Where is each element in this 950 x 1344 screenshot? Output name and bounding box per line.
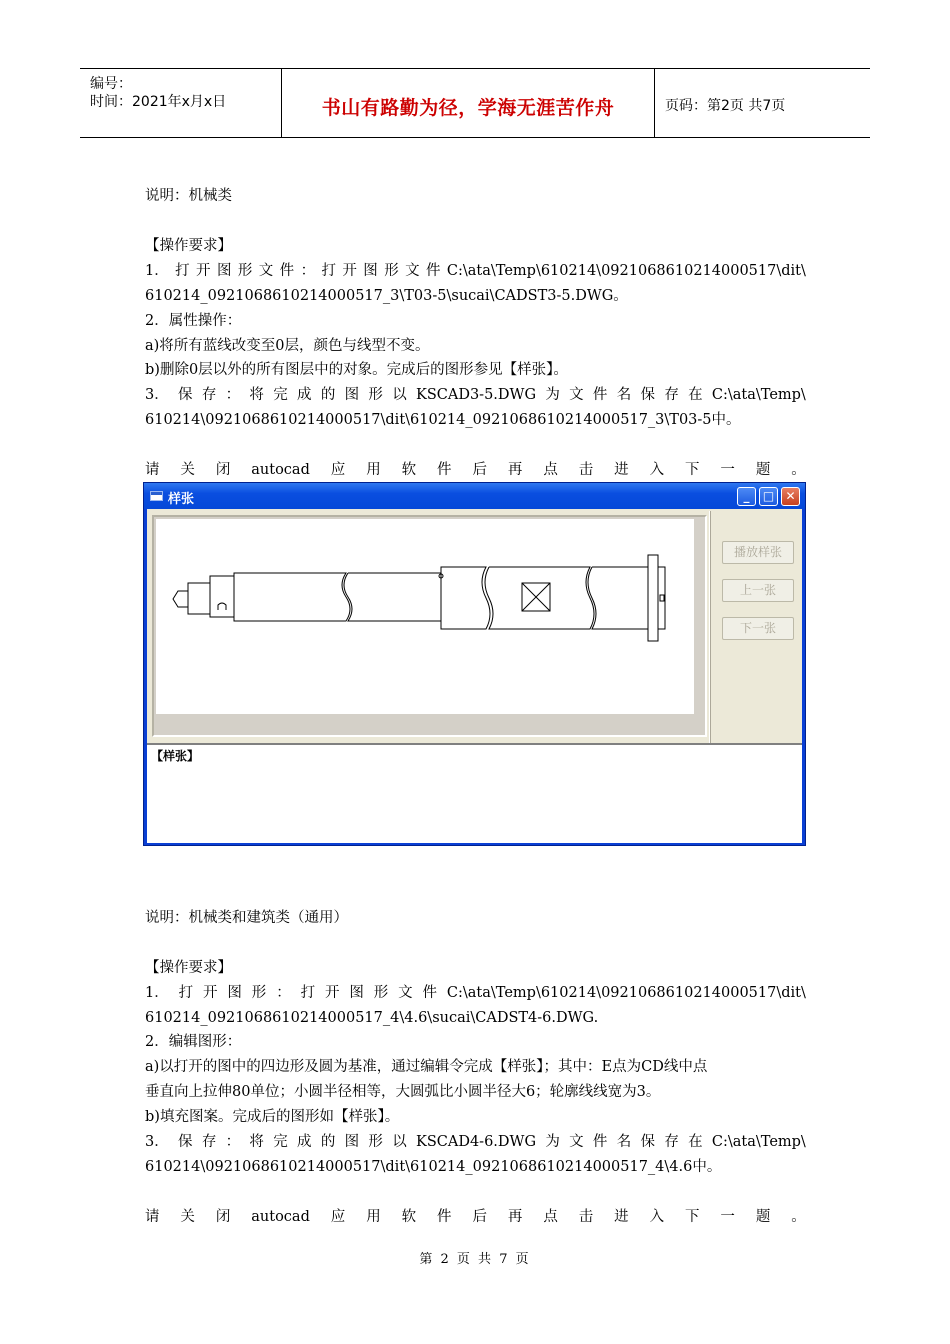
text-token: 将: [249, 1134, 264, 1150]
section1-note: 说明：机械类: [145, 188, 232, 204]
text-token: 下: [685, 1209, 700, 1225]
text-token: 文: [405, 263, 420, 279]
text-token: 打: [178, 985, 194, 1001]
text-token: 下: [685, 462, 700, 478]
text-token: 软: [401, 1209, 417, 1225]
text-token: 文: [258, 263, 274, 279]
text-token: 打: [300, 985, 316, 1001]
time-label: 时间：2021年x月x日: [90, 94, 227, 110]
text-token: 用: [366, 462, 381, 478]
drawing-canvas: [156, 519, 694, 714]
text-token: 一: [720, 462, 735, 478]
text-token: 在: [688, 1134, 703, 1150]
text-token: 图: [344, 1134, 360, 1150]
motto: 书山有路勤为径，学海无涯苦作舟: [321, 97, 615, 119]
section1-item3-line1: [145, 385, 806, 405]
text-token: 完: [273, 1134, 288, 1150]
text-token: 成: [297, 1134, 312, 1150]
text-token: 入: [649, 1209, 665, 1225]
play-sample-button[interactable]: 播放样张: [722, 541, 794, 564]
text-token: 为: [545, 387, 560, 403]
text-token: 后: [472, 462, 487, 478]
text-token: 形: [368, 1134, 383, 1150]
window-titlebar[interactable]: [144, 483, 805, 509]
section1-item1-line1: [145, 261, 806, 281]
text-token: ：: [225, 387, 241, 403]
section2-item1-line2: 610214_0921068610214000517_4\4.6\sucai\CADST4-6.DWG.: [145, 1010, 599, 1026]
text-token: 文: [569, 387, 584, 403]
section2-note: 说明：机械类和建筑类（通用）: [145, 910, 348, 926]
section1-item2a: a)将所有蓝线改变至0层，颜色与线型不变。: [145, 338, 430, 354]
text-token: C:\ata\Temp\610214\0921068610214000517\dit\: [446, 263, 806, 279]
close-button[interactable]: ✕: [781, 487, 800, 506]
text-token: 形: [368, 387, 383, 403]
text-token: 。: [791, 1209, 806, 1225]
text-token: 名: [616, 1134, 632, 1150]
text-token: 的: [320, 1134, 336, 1150]
sample-window: [143, 482, 806, 846]
text-token: 存: [201, 1134, 217, 1150]
text-token: 开: [342, 263, 357, 279]
text-token: 一: [720, 1209, 735, 1225]
number-label: 编号：: [90, 76, 132, 92]
section2-close-line: [145, 1207, 806, 1227]
text-token: 闭: [215, 1209, 231, 1225]
section2-item3-line2: 610214\0921068610214000517\dit\610214_0921068610214000517_4\4.6中。: [145, 1159, 722, 1175]
text-token: 件: [437, 462, 452, 478]
header-motto-cell: [282, 69, 655, 137]
text-token: 图: [216, 263, 232, 279]
text-token: 形: [373, 985, 389, 1001]
text-token: 形: [251, 985, 267, 1001]
text-token: 1．: [145, 985, 169, 1001]
text-token: 后: [472, 1209, 487, 1225]
text-token: 存: [664, 1134, 679, 1150]
text-token: ：: [300, 263, 316, 279]
text-token: ：: [225, 1134, 241, 1150]
text-token: 应: [330, 1209, 346, 1225]
section2-item2: 2．编辑图形：: [145, 1034, 242, 1050]
section1-close-line: [145, 460, 806, 480]
text-token: 题: [755, 462, 771, 478]
page-label: 页码：第2页 共7页: [665, 98, 786, 114]
section2-req-title: 【操作要求】: [145, 960, 232, 976]
text-token: 以: [392, 1134, 407, 1150]
text-token: 用: [366, 1209, 381, 1225]
section1-item2b: b)删除0层以外的所有图层中的对象。完成后的图形参见【样张】。: [145, 362, 568, 378]
text-token: 以: [392, 387, 407, 403]
text-token: 存: [664, 387, 679, 403]
sample-text-area[interactable]: [147, 743, 802, 843]
text-token: 打: [321, 263, 336, 279]
text-token: 1．: [145, 263, 169, 279]
text-token: 应: [330, 462, 346, 478]
text-token: 保: [640, 387, 656, 403]
section1-item1-line2: 610214_0921068610214000517_3\T03-5\sucai\CADST3-5.DWG。: [145, 288, 628, 304]
maximize-button[interactable]: □: [759, 487, 778, 506]
text-token: 为: [545, 1134, 560, 1150]
text-token: 图: [227, 985, 242, 1001]
text-token: 存: [201, 387, 217, 403]
text-token: 入: [649, 462, 665, 478]
text-token: 完: [273, 387, 288, 403]
text-token: autocad: [251, 462, 310, 478]
text-token: 请: [145, 462, 160, 478]
text-token: 保: [640, 1134, 656, 1150]
text-token: 打: [175, 263, 190, 279]
text-token: C:\ata\Temp\: [711, 1134, 806, 1150]
text-token: 的: [320, 387, 336, 403]
text-token: 点: [543, 462, 558, 478]
section2-item3-line1: [145, 1132, 806, 1152]
text-token: C:\ata\Temp\610214\0921068610214000517\dit\: [446, 985, 806, 1001]
window-client: [147, 509, 802, 843]
text-token: 再: [507, 462, 523, 478]
section1-req-title: 【操作要求】: [145, 238, 232, 254]
text-token: 关: [180, 1209, 195, 1225]
text-token: 3．: [145, 387, 169, 403]
text-token: 图: [344, 387, 360, 403]
text-token: 进: [614, 1209, 629, 1225]
text-token: 图: [363, 263, 378, 279]
text-token: 软: [401, 462, 417, 478]
text-token: 形: [237, 263, 253, 279]
text-token: 3．: [145, 1134, 169, 1150]
text-token: 形: [384, 263, 399, 279]
section1-item2: 2．属性操作：: [145, 313, 242, 329]
text-token: 再: [507, 1209, 523, 1225]
text-token: 文: [569, 1134, 584, 1150]
section1-item3-line2: 610214\0921068610214000517\dit\610214_0921068610214000517_3\T03-5中。: [145, 412, 741, 428]
header-info-cell: [80, 69, 282, 137]
text-token: 击: [578, 1209, 594, 1225]
text-token: 开: [196, 263, 211, 279]
text-token: 将: [249, 387, 264, 403]
text-token: KSCAD4-6.DWG: [416, 1134, 537, 1150]
text-token: 题: [755, 1209, 771, 1225]
text-token: 开: [324, 985, 340, 1001]
text-token: 成: [297, 387, 312, 403]
text-token: 件: [437, 1209, 452, 1225]
text-token: 请: [145, 1209, 160, 1225]
window-icon: [150, 491, 163, 501]
text-token: KSCAD3-5.DWG: [416, 387, 537, 403]
section2-item1-line1: [145, 983, 806, 1003]
text-token: 件: [279, 263, 295, 279]
text-token: 。: [791, 462, 806, 478]
text-token: 名: [616, 387, 632, 403]
text-token: 点: [543, 1209, 558, 1225]
text-token: 件: [592, 1134, 608, 1150]
prev-sample-button[interactable]: 上一张: [722, 579, 794, 602]
text-token: 件: [592, 387, 608, 403]
button-panel: [709, 511, 802, 743]
text-token: ：: [276, 985, 291, 1001]
text-token: 击: [578, 462, 594, 478]
text-token: 开: [203, 985, 218, 1001]
header-page-cell: [655, 69, 870, 137]
next-sample-button[interactable]: 下一张: [722, 617, 794, 640]
section2-item2a-line1: a)以打开的图中的四边形及圆为基准，通过编辑令完成【样张】；其中：E点为CD线中点: [145, 1059, 708, 1075]
text-token: 件: [426, 263, 441, 279]
minimize-button[interactable]: _: [737, 487, 756, 506]
text-token: C:\ata\Temp\: [711, 387, 806, 403]
text-token: 进: [614, 462, 629, 478]
page-header: [80, 68, 870, 138]
section2-item2a-line2: 垂直向上拉伸80单位；小圆半径相等，大圆弧比小圆半径大6；轮廓线线宽为3。: [145, 1084, 661, 1100]
shaft-drawing: [156, 519, 694, 714]
text-token: autocad: [251, 1209, 310, 1225]
text-token: 文: [398, 985, 413, 1001]
text-token: 图: [349, 985, 364, 1001]
text-token: 闭: [215, 462, 231, 478]
text-token: 保: [178, 1134, 193, 1150]
drawing-frame: [152, 515, 707, 737]
text-token: 保: [178, 387, 193, 403]
page-footer: 第 2 页 共 7 页: [419, 1252, 531, 1267]
section2-item2b: b)填充图案。完成后的图形如【样张】。: [145, 1109, 400, 1125]
text-token: 关: [180, 462, 195, 478]
window-title: 样张: [168, 492, 195, 507]
text-token: 在: [688, 387, 703, 403]
sample-text: 【样张】: [151, 749, 200, 763]
text-token: 件: [422, 985, 438, 1001]
